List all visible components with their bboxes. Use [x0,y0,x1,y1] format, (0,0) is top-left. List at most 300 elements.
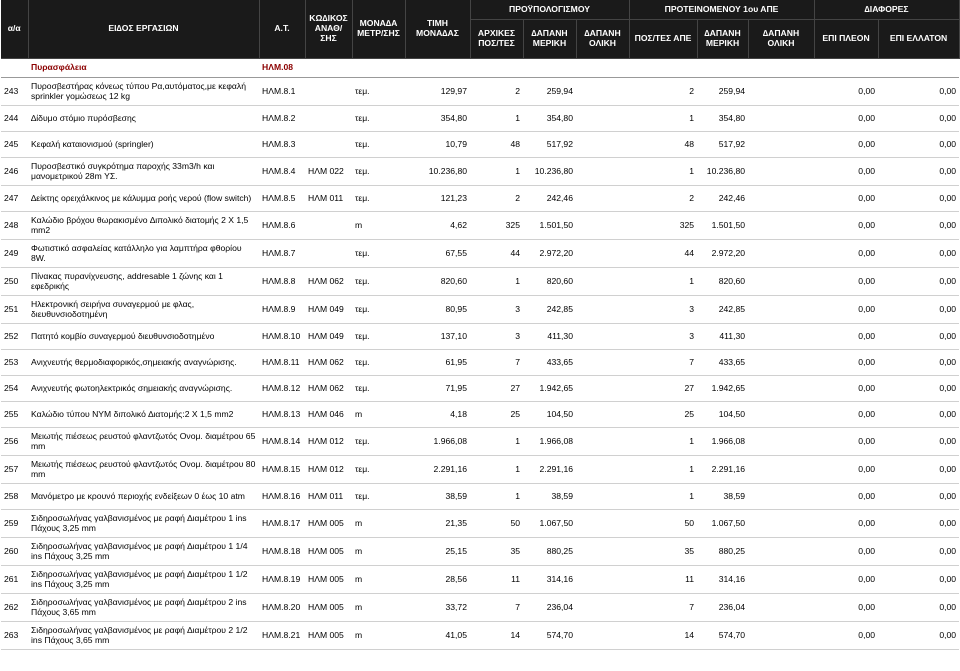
item-description: Ανιχνευτής θερμοδιαφορικός,σημειακής αναγνώρισης. [28,350,259,376]
col-dapani-meriki: ∆ΑΠΑΝΗ ΜΕΡΙΚΗ [523,20,576,59]
item-ape-partial-cost: 259,94 [697,78,748,106]
item-at-code: ΗΛΜ.8.1 [259,78,305,106]
item-unit: τεμ. [352,296,405,324]
item-partial-cost: 259,94 [523,78,576,106]
item-ape-qty: 27 [629,376,697,402]
item-ape-qty: 50 [629,510,697,538]
item-ape-total-cost [748,350,814,376]
item-unit-price: 67,55 [405,240,470,268]
item-ape-total-cost [748,510,814,538]
item-less: 0,00 [878,594,959,622]
item-initial-qty: 1 [470,268,523,296]
item-unit-price: 354,80 [405,106,470,132]
row-number: 258 [1,484,28,510]
item-ape-total-cost [748,622,814,650]
item-ape-partial-cost: 236,04 [697,594,748,622]
item-unit: τεμ. [352,350,405,376]
item-ape-total-cost [748,106,814,132]
item-extra: 0,00 [814,268,878,296]
item-description: Πίνακας πυρανίχνευσης, addresable 1 ζώνης και 1 εφεδρικής [28,268,259,296]
item-unit: m [352,402,405,428]
item-less: 0,00 [878,240,959,268]
row-number: 255 [1,402,28,428]
item-kodikos: ΗΛΜ 011 [305,186,352,212]
item-partial-cost: 354,80 [523,106,576,132]
item-unit: τεμ. [352,106,405,132]
cost-table [1,0,960,650]
item-less: 0,00 [878,510,959,538]
item-ape-total-cost [748,268,814,296]
item-description: Φωτιστικό ασφαλείας κατάλληλο για λαμπτήρα φθορίου 8W. [28,240,259,268]
item-at-code: ΗΛΜ.8.16 [259,484,305,510]
item-ape-partial-cost: 2.972,20 [697,240,748,268]
item-ape-total-cost [748,324,814,350]
item-unit: m [352,538,405,566]
item-description: Ανιχνευτής φωτοηλεκτρικός σημειακής αναγνώρισης. [28,376,259,402]
item-ape-qty: 1 [629,158,697,186]
item-initial-qty: 44 [470,240,523,268]
item-ape-qty: 1 [629,106,697,132]
row-number: 246 [1,158,28,186]
item-extra: 0,00 [814,132,878,158]
item-extra: 0,00 [814,186,878,212]
item-initial-qty: 7 [470,350,523,376]
col-at: Α.Τ. [259,0,305,59]
item-initial-qty: 3 [470,296,523,324]
item-extra: 0,00 [814,594,878,622]
table-row [1,132,959,158]
table-body [1,59,959,650]
item-unit-price: 10.236,80 [405,158,470,186]
table-row [1,484,959,510]
item-at-code: ΗΛΜ.8.5 [259,186,305,212]
item-at-code: ΗΛΜ.8.20 [259,594,305,622]
item-description: ∆είκτης ορειχάλκινος με κάλυμμα ροής νερού (flow switch) [28,186,259,212]
item-partial-cost: 10.236,80 [523,158,576,186]
item-ape-total-cost [748,376,814,402]
item-description: Κεφαλή καταιονισμού (springler) [28,132,259,158]
col-epi-elatton: ΕΠΙ ΕΛΛΑΤΟΝ [878,20,959,59]
item-unit: τεμ. [352,240,405,268]
col-pos-ape: ΠΟΣ/ΤΕΣ ΑΠΕ [629,20,697,59]
item-description: Μειωτής πιέσεως ρευστού φλαντζωτός Ονομ. διαμέτρου 80 mm [28,456,259,484]
table-row [1,106,959,132]
item-unit-price: 121,23 [405,186,470,212]
item-partial-cost: 2.972,20 [523,240,576,268]
item-at-code: ΗΛΜ.8.17 [259,510,305,538]
item-less: 0,00 [878,484,959,510]
row-number: 261 [1,566,28,594]
item-total-cost [576,158,629,186]
table-row [1,428,959,456]
item-unit-price: 33,72 [405,594,470,622]
item-ape-qty: 3 [629,324,697,350]
item-ape-qty: 1 [629,456,697,484]
item-ape-partial-cost: 1.942,65 [697,376,748,402]
item-total-cost [576,324,629,350]
table-row [1,402,959,428]
item-less: 0,00 [878,296,959,324]
group-proteinomenou: ΠΡΟΤΕΙΝΟΜΕΝΟΥ 1ου ΑΠΕ [629,0,814,20]
item-partial-cost: 1.067,50 [523,510,576,538]
item-unit: τεμ. [352,186,405,212]
item-extra: 0,00 [814,350,878,376]
item-partial-cost: 2.291,16 [523,456,576,484]
table-row [1,622,959,650]
item-unit: τεμ. [352,376,405,402]
item-unit-price: 71,95 [405,376,470,402]
item-kodikos [305,78,352,106]
col-dapani-oliki: ∆ΑΠΑΝΗ ΟΛΙΚΗ [576,20,629,59]
item-extra: 0,00 [814,456,878,484]
item-ape-partial-cost: 10.236,80 [697,158,748,186]
item-total-cost [576,510,629,538]
item-initial-qty: 14 [470,622,523,650]
item-extra: 0,00 [814,510,878,538]
table-row [1,296,959,324]
col-epi-pleon: ΕΠΙ ΠΛΕΟΝ [814,20,878,59]
item-at-code: ΗΛΜ.8.6 [259,212,305,240]
item-kodikos: ΗΛΜ 062 [305,350,352,376]
item-total-cost [576,622,629,650]
item-ape-total-cost [748,456,814,484]
row-number: 243 [1,78,28,106]
table-row [1,268,959,296]
item-ape-qty: 2 [629,78,697,106]
item-at-code: ΗΛΜ.8.11 [259,350,305,376]
row-number: 250 [1,268,28,296]
item-kodikos: ΗΛΜ 012 [305,428,352,456]
item-ape-qty: 11 [629,566,697,594]
item-extra: 0,00 [814,484,878,510]
section-title: Πυρασφάλεια [28,59,259,78]
col-arxikes-pos: ΑΡΧΙΚΕΣ ΠΟΣ/ΤΕΣ [470,20,523,59]
item-partial-cost: 1.966,08 [523,428,576,456]
item-initial-qty: 1 [470,428,523,456]
item-description: Σιδηροσωλήνας γαλβανισμένος με ραφή ∆ιαμέτρου 1 1/2 ins Πάχους 3,25 mm [28,566,259,594]
item-unit-price: 25,15 [405,538,470,566]
item-unit-price: 80,95 [405,296,470,324]
item-ape-total-cost [748,132,814,158]
item-ape-qty: 7 [629,594,697,622]
item-less: 0,00 [878,78,959,106]
item-at-code: ΗΛΜ.8.8 [259,268,305,296]
item-ape-partial-cost: 242,46 [697,186,748,212]
row-number: 251 [1,296,28,324]
item-kodikos: ΗΛΜ 005 [305,538,352,566]
item-ape-qty: 35 [629,538,697,566]
table-row [1,324,959,350]
item-total-cost [576,212,629,240]
item-total-cost [576,376,629,402]
item-ape-total-cost [748,186,814,212]
item-partial-cost: 38,59 [523,484,576,510]
table-row [1,376,959,402]
item-extra: 0,00 [814,78,878,106]
item-unit-price: 28,56 [405,566,470,594]
item-initial-qty: 25 [470,402,523,428]
table-row [1,78,959,106]
item-unit: m [352,566,405,594]
item-partial-cost: 1.501,50 [523,212,576,240]
item-kodikos: ΗΛΜ 062 [305,376,352,402]
item-at-code: ΗΛΜ.8.12 [259,376,305,402]
item-ape-partial-cost: 517,92 [697,132,748,158]
item-unit-price: 61,95 [405,350,470,376]
item-ape-qty: 48 [629,132,697,158]
row-number: 262 [1,594,28,622]
item-ape-total-cost [748,566,814,594]
item-unit-price: 10,79 [405,132,470,158]
row-number: 248 [1,212,28,240]
item-ape-qty: 44 [629,240,697,268]
item-kodikos [305,212,352,240]
item-less: 0,00 [878,402,959,428]
item-less: 0,00 [878,158,959,186]
item-kodikos: ΗΛΜ 049 [305,324,352,350]
table-row [1,212,959,240]
item-less: 0,00 [878,212,959,240]
section-code: ΗΛΜ.08 [259,59,305,78]
table-row [1,566,959,594]
item-ape-partial-cost: 1.067,50 [697,510,748,538]
item-unit-price: 21,35 [405,510,470,538]
col-kodikos: ΚΩ∆ΙΚΟΣ ΑΝΑΘ/ΣΗΣ [305,0,352,59]
item-kodikos: ΗΛΜ 046 [305,402,352,428]
item-kodikos: ΗΛΜ 005 [305,566,352,594]
item-unit-price: 2.291,16 [405,456,470,484]
item-ape-partial-cost: 1.966,08 [697,428,748,456]
item-unit-price: 4,18 [405,402,470,428]
item-ape-total-cost [748,296,814,324]
item-unit: τεμ. [352,428,405,456]
item-partial-cost: 880,25 [523,538,576,566]
table-row [1,538,959,566]
item-total-cost [576,268,629,296]
row-number: 260 [1,538,28,566]
item-kodikos [305,106,352,132]
item-less: 0,00 [878,376,959,402]
item-less: 0,00 [878,132,959,158]
item-total-cost [576,186,629,212]
item-unit-price: 4,62 [405,212,470,240]
item-description: Σιδηροσωλήνας γαλβανισμένος με ραφή ∆ιαμέτρου 2 ins Πάχους 3,65 mm [28,594,259,622]
row-number: 257 [1,456,28,484]
item-at-code: ΗΛΜ.8.14 [259,428,305,456]
item-description: Καλώδιο τύπου ΝΥΜ διπολικό ∆ιατομής:2 Χ 1,5 mm2 [28,402,259,428]
row-number: 244 [1,106,28,132]
item-unit-price: 41,05 [405,622,470,650]
item-kodikos: ΗΛΜ 011 [305,484,352,510]
item-initial-qty: 7 [470,594,523,622]
item-ape-partial-cost: 242,85 [697,296,748,324]
item-description: Σιδηροσωλήνας γαλβανισμένος με ραφή ∆ιαμέτρου 2 1/2 ins Πάχους 3,65 mm [28,622,259,650]
item-unit: m [352,510,405,538]
item-kodikos [305,240,352,268]
item-total-cost [576,484,629,510]
item-ape-total-cost [748,538,814,566]
item-kodikos: ΗΛΜ 012 [305,456,352,484]
item-initial-qty: 3 [470,324,523,350]
item-partial-cost: 236,04 [523,594,576,622]
table-row [1,510,959,538]
item-total-cost [576,456,629,484]
item-partial-cost: 574,70 [523,622,576,650]
item-unit: τεμ. [352,78,405,106]
item-description: Μειωτής πιέσεως ρευστού φλαντζωτός Ονομ. διαμέτρου 65 mm [28,428,259,456]
item-less: 0,00 [878,186,959,212]
item-total-cost [576,240,629,268]
item-extra: 0,00 [814,240,878,268]
item-total-cost [576,106,629,132]
item-total-cost [576,132,629,158]
row-number: 247 [1,186,28,212]
item-partial-cost: 314,16 [523,566,576,594]
item-description: Σιδηροσωλήνας γαλβανισμένος με ραφή ∆ιαμέτρου 1 ins Πάχους 3,25 mm [28,510,259,538]
col-timi: ΤΙΜΗ ΜΟΝΑ∆ΑΣ [405,0,470,59]
col-eidos: ΕΙ∆ΟΣ ΕΡΓΑΣΙΩΝ [28,0,259,59]
item-ape-partial-cost: 411,30 [697,324,748,350]
item-description: Σιδηροσωλήνας γαλβανισμένος με ραφή ∆ιαμέτρου 1 1/4 ins Πάχους 3,25 mm [28,538,259,566]
col-dapani-oliki-ape: ∆ΑΠΑΝΗ ΟΛΙΚΗ [748,20,814,59]
item-ape-partial-cost: 104,50 [697,402,748,428]
item-description: Καλώδιο βρόχου θωρακισμένο ∆ιπολικό διατομής 2 Χ 1,5 mm2 [28,212,259,240]
item-partial-cost: 517,92 [523,132,576,158]
item-kodikos [305,132,352,158]
item-less: 0,00 [878,622,959,650]
item-ape-partial-cost: 2.291,16 [697,456,748,484]
row-number: 259 [1,510,28,538]
item-unit-price: 129,97 [405,78,470,106]
item-ape-qty: 1 [629,428,697,456]
item-unit: τεμ. [352,484,405,510]
item-less: 0,00 [878,566,959,594]
item-ape-qty: 25 [629,402,697,428]
item-ape-qty: 3 [629,296,697,324]
item-description: Πυροσβεστήρας κόνεως τύπου Ρα,αυτόματος,με κεφαλή sprinkler γομώσεως 12 kg [28,78,259,106]
item-total-cost [576,350,629,376]
item-initial-qty: 1 [470,106,523,132]
item-at-code: ΗΛΜ.8.15 [259,456,305,484]
item-less: 0,00 [878,268,959,296]
item-extra: 0,00 [814,402,878,428]
item-less: 0,00 [878,324,959,350]
item-ape-qty: 1 [629,484,697,510]
item-initial-qty: 50 [470,510,523,538]
item-initial-qty: 325 [470,212,523,240]
item-extra: 0,00 [814,158,878,186]
row-number: 245 [1,132,28,158]
row-number: 254 [1,376,28,402]
item-at-code: ΗΛΜ.8.3 [259,132,305,158]
table-row [1,350,959,376]
item-unit: τεμ. [352,268,405,296]
item-ape-total-cost [748,158,814,186]
item-ape-partial-cost: 820,60 [697,268,748,296]
item-less: 0,00 [878,538,959,566]
item-at-code: ΗΛΜ.8.21 [259,622,305,650]
item-kodikos: ΗΛΜ 005 [305,622,352,650]
item-extra: 0,00 [814,376,878,402]
item-ape-qty: 325 [629,212,697,240]
col-monada: ΜΟΝΑ∆Α ΜΕΤΡ/ΣΗΣ [352,0,405,59]
table-header [1,0,959,59]
row-number: 249 [1,240,28,268]
item-initial-qty: 11 [470,566,523,594]
item-extra: 0,00 [814,324,878,350]
item-unit: m [352,212,405,240]
item-partial-cost: 104,50 [523,402,576,428]
item-ape-total-cost [748,240,814,268]
item-kodikos: ΗΛΜ 005 [305,510,352,538]
item-ape-partial-cost: 1.501,50 [697,212,748,240]
col-aa: α/α [1,0,28,59]
item-unit-price: 820,60 [405,268,470,296]
item-at-code: ΗΛΜ.8.7 [259,240,305,268]
item-ape-qty: 14 [629,622,697,650]
item-ape-partial-cost: 314,16 [697,566,748,594]
section-row [1,59,959,78]
table-row [1,240,959,268]
item-partial-cost: 1.942,65 [523,376,576,402]
item-partial-cost: 433,65 [523,350,576,376]
item-total-cost [576,594,629,622]
item-unit: τεμ. [352,456,405,484]
item-unit-price: 137,10 [405,324,470,350]
item-less: 0,00 [878,428,959,456]
item-unit-price: 1.966,08 [405,428,470,456]
item-less: 0,00 [878,106,959,132]
item-extra: 0,00 [814,296,878,324]
item-partial-cost: 242,46 [523,186,576,212]
item-ape-partial-cost: 433,65 [697,350,748,376]
item-kodikos: ΗΛΜ 062 [305,268,352,296]
item-kodikos: ΗΛΜ 022 [305,158,352,186]
table-row [1,186,959,212]
item-initial-qty: 48 [470,132,523,158]
item-initial-qty: 27 [470,376,523,402]
item-description: Μανόμετρο με κρουνό περιοχής ενδείξεων 0 έως 10 atm [28,484,259,510]
item-ape-qty: 7 [629,350,697,376]
col-dapani-meriki-ape: ∆ΑΠΑΝΗ ΜΕΡΙΚΗ [697,20,748,59]
item-extra: 0,00 [814,428,878,456]
row-number: 253 [1,350,28,376]
item-initial-qty: 1 [470,484,523,510]
item-ape-total-cost [748,428,814,456]
item-description: Ηλεκτρονική σειρήνα συναγερμού με φλας, διευθυνσιοδοτημένη [28,296,259,324]
row-number: 256 [1,428,28,456]
item-ape-total-cost [748,212,814,240]
item-description: Πυροσβεστικό συγκρότημα παροχής 33m3/h και μανομετρικού 28m ΥΣ. [28,158,259,186]
item-at-code: ΗΛΜ.8.13 [259,402,305,428]
item-ape-partial-cost: 574,70 [697,622,748,650]
group-proypologismou: ΠΡΟΫΠΟΛΟΓΙΣΜΟΥ [470,0,629,20]
item-extra: 0,00 [814,622,878,650]
table-row [1,456,959,484]
row-number: 263 [1,622,28,650]
item-at-code: ΗΛΜ.8.10 [259,324,305,350]
group-diafores: ∆ΙΑΦΟΡΕΣ [814,0,959,20]
item-initial-qty: 2 [470,186,523,212]
item-extra: 0,00 [814,538,878,566]
item-ape-total-cost [748,402,814,428]
item-unit: m [352,622,405,650]
item-initial-qty: 2 [470,78,523,106]
item-partial-cost: 820,60 [523,268,576,296]
item-ape-partial-cost: 38,59 [697,484,748,510]
item-at-code: ΗΛΜ.8.9 [259,296,305,324]
item-at-code: ΗΛΜ.8.4 [259,158,305,186]
